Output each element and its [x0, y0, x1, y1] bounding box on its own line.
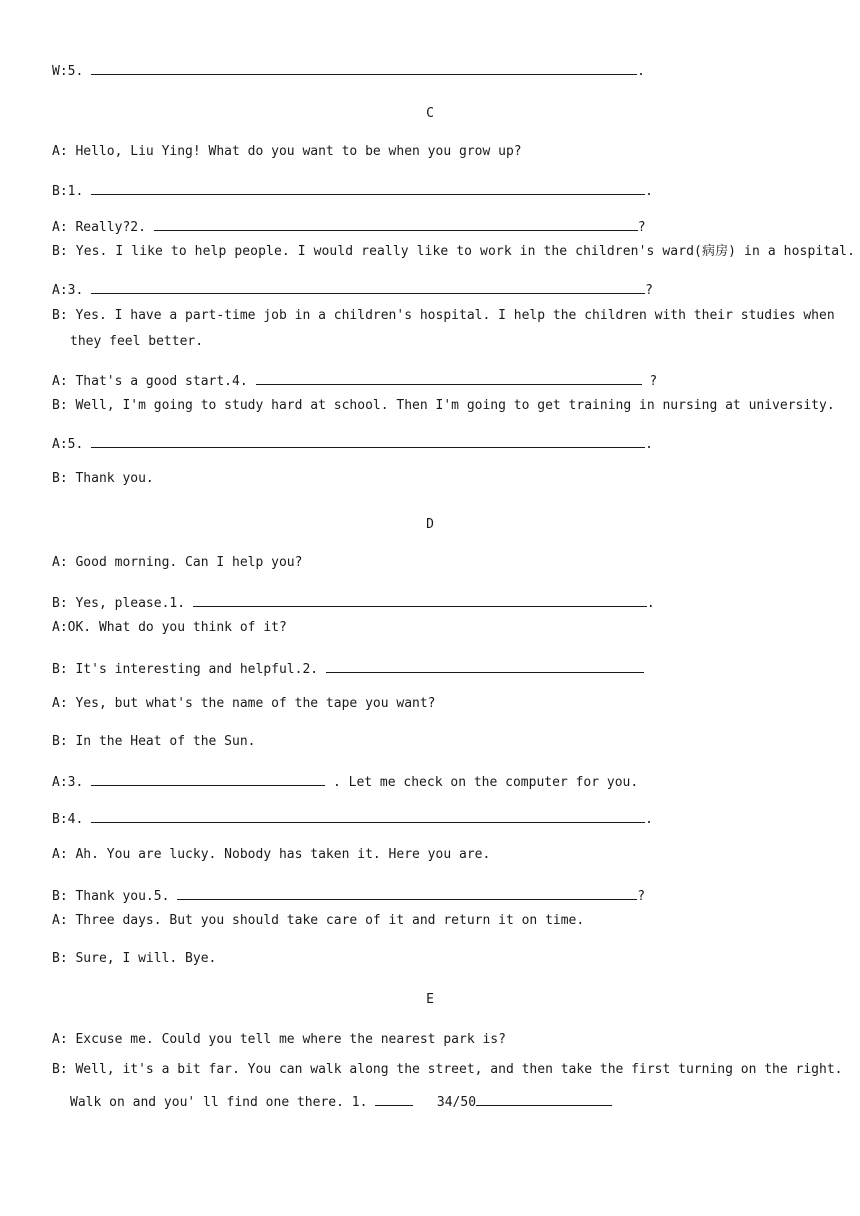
answer-blank[interactable] [91, 435, 645, 448]
dialogue-line: A: Hello, Liu Ying! What do you want to be when you grow up? [52, 144, 522, 159]
dialogue-line: B: Well, it's a bit far. You can walk along the street, and then take the first turning on the right. [52, 1062, 843, 1077]
dialogue-line: B: Thank you.5. ? [52, 889, 646, 904]
answer-blank[interactable] [154, 218, 638, 231]
answer-blank[interactable] [193, 594, 647, 607]
answer-blank[interactable] [91, 182, 645, 195]
dialogue-line-continued: Walk on and you' ll find one there. 1. 34/50 [70, 1093, 612, 1111]
answer-blank[interactable] [91, 773, 325, 786]
dialogue-line-continued: they feel better. [70, 334, 204, 349]
dialogue-line: A: Good morning. Can I help you? [52, 555, 303, 570]
dialogue-line: A:OK. What do you think of it? [52, 620, 287, 635]
section-heading-d: D [426, 517, 434, 532]
dialogue-line: A:5. . [52, 437, 653, 452]
dialogue-line: A: Three days. But you should take care of it and return it on time. [52, 913, 585, 928]
dialogue-line: B: Yes, please.1. . [52, 596, 655, 611]
answer-blank[interactable] [91, 281, 645, 294]
answer-blank[interactable] [91, 62, 637, 75]
dialogue-line: B:4. . [52, 812, 653, 827]
dialogue-line: A: Really?2. ? [52, 220, 646, 235]
answer-blank[interactable] [326, 660, 644, 673]
dialogue-line: B: Sure, I will. Bye. [52, 951, 217, 966]
dialogue-line: A: Ah. You are lucky. Nobody has taken it. Here you are. [52, 847, 491, 862]
answer-blank[interactable] [375, 1093, 413, 1106]
dialogue-line: B: Thank you. [52, 471, 154, 486]
dialogue-line: B:1. . [52, 184, 653, 199]
dialogue-line: A:3. ? [52, 283, 653, 298]
page-number: 34/50 [436, 1095, 477, 1110]
dialogue-line: B: In the Heat of the Sun. [52, 734, 256, 749]
dialogue-line: A:3. . Let me check on the computer for you. [52, 775, 639, 790]
dialogue-line: B: Well, I'm going to study hard at school. Then I'm going to get training in nursing at university. [52, 398, 835, 413]
dialogue-line: B: Yes. I like to help people. I would really like to work in the children's ward(病房) in a hospital. [52, 244, 856, 259]
answer-blank[interactable] [256, 372, 642, 385]
dialogue-line: A: Yes, but what's the name of the tape you want? [52, 696, 436, 711]
dialogue-line: B: It's interesting and helpful.2. [52, 660, 644, 678]
section-heading-c: C [426, 106, 434, 121]
dialogue-line: A: That's a good start.4. ? [52, 374, 658, 389]
answer-blank[interactable] [91, 810, 645, 823]
dialogue-line: W:5. . [52, 64, 645, 79]
answer-blank[interactable] [476, 1093, 612, 1106]
section-heading-e: E [426, 992, 434, 1007]
dialogue-line: B: Yes. I have a part-time job in a children's hospital. I help the children with their studies when [52, 308, 835, 323]
dialogue-line: A: Excuse me. Could you tell me where the nearest park is? [52, 1032, 506, 1047]
answer-blank[interactable] [177, 887, 637, 900]
